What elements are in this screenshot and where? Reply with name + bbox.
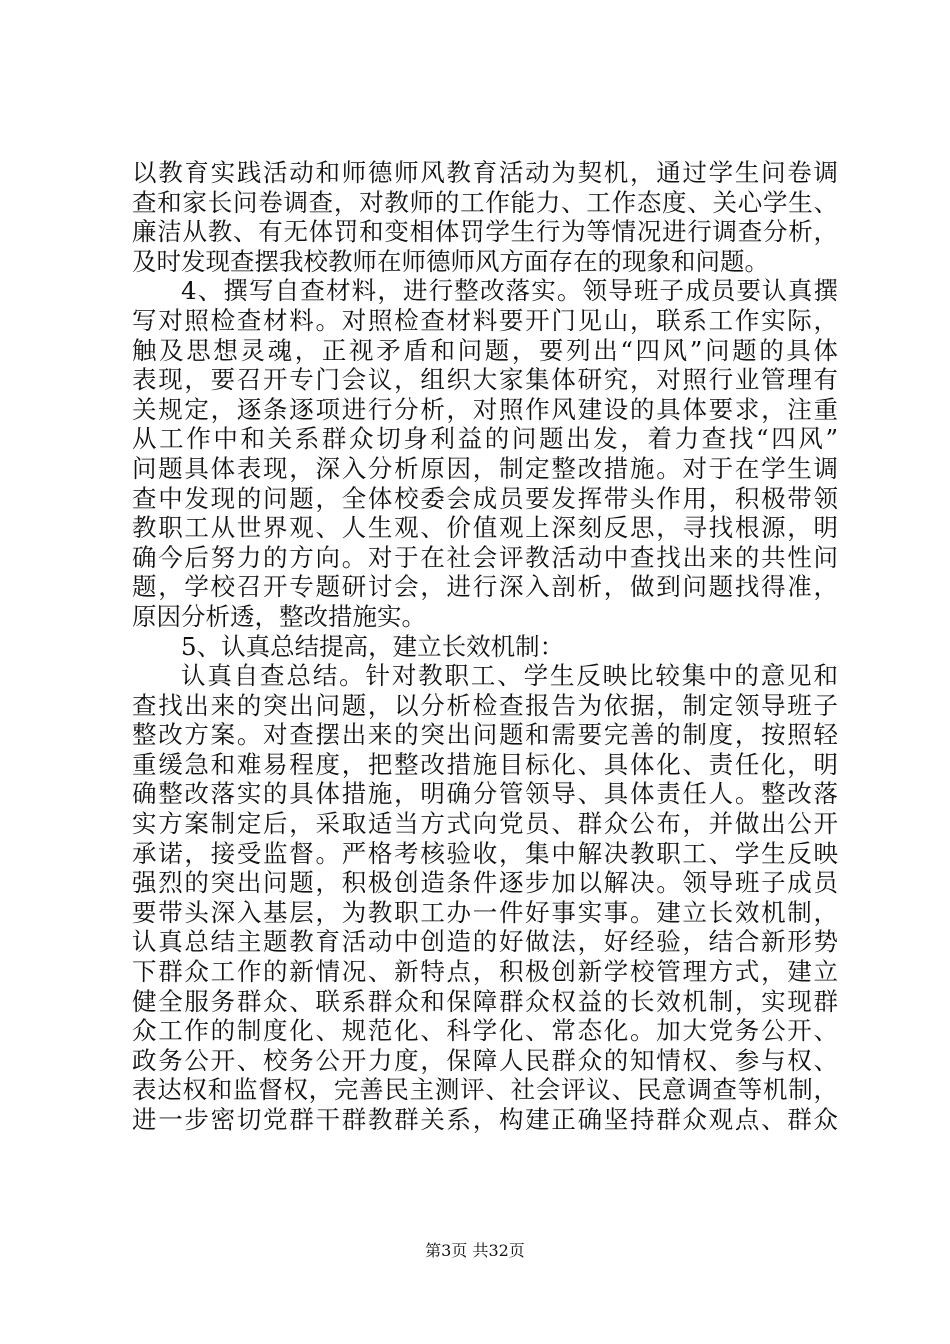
- text-line: 从工作中和关系群众切身利益的问题出发，着力查找“四风”: [132, 424, 838, 454]
- text-line: 下群众工作的新情况、新特点，积极创新学校管理方式，建立: [132, 957, 838, 987]
- text-line: 表达权和监督权，完善民主测评、社会评议、民意调查等机制，: [132, 1075, 838, 1105]
- text-line: 实方案制定后，采取适当方式向党员、群众公布，并做出公开: [132, 809, 838, 839]
- text-line: 5、认真总结提高，建立长效机制：: [181, 631, 565, 661]
- text-line: 认真自查总结。针对教职工、学生反映比较集中的意见和: [181, 661, 838, 691]
- text-line: 查中发现的问题，全体校委会成员要发挥带头作用，积极带领: [132, 483, 838, 513]
- text-line: 进一步密切党群干群教群关系，构建正确坚持群众观点、群众: [132, 1105, 838, 1134]
- text-line: 众工作的制度化、规范化、科学化、常态化。加大党务公开、: [132, 1016, 838, 1046]
- text-line: 政务公开、校务公开力度，保障人民群众的知情权、参与权、: [132, 1045, 838, 1075]
- text-line: 触及思想灵魂，正视矛盾和问题，要列出“四风”问题的具体: [132, 335, 838, 365]
- text-line: 认真总结主题教育活动中创造的好做法，好经验，结合新形势: [132, 927, 838, 957]
- text-line: 关规定，逐条逐项进行分析，对照作风建设的具体要求，注重: [132, 394, 838, 424]
- text-line: 4、撰写自查材料，进行整改落实。领导班子成员要认真撰: [181, 276, 838, 306]
- text-line: 写对照检查材料。对照检查材料要开门见山，联系工作实际，: [132, 305, 838, 335]
- text-line: 确今后努力的方向。对于在社会评教活动中查找出来的共性问: [132, 542, 838, 572]
- text-line: 题，学校召开专题研讨会，进行深入剖析，做到问题找得准，: [132, 572, 838, 602]
- page-number-label: 第3页 共32页: [425, 1241, 525, 1260]
- text-line: 承诺，接受监督。严格考核验收，集中解决教职工、学生反映: [132, 838, 838, 868]
- text-line: 问题具体表现，深入分析原因，制定整改措施。对于在学生调: [132, 453, 838, 483]
- text-line: 整改方案。对查摆出来的突出问题和需要完善的制度，按照轻: [132, 720, 838, 750]
- text-line: 表现，要召开专门会议，组织大家集体研究，对照行业管理有: [132, 365, 838, 395]
- text-line: 教职工从世界观、人生观、价值观上深刻反思，寻找根源，明: [132, 513, 838, 543]
- text-line: 原因分析透，整改措施实。: [132, 601, 426, 631]
- text-line: 确整改落实的具体措施，明确分管领导、具体责任人。整改落: [132, 779, 838, 809]
- text-line: 以教育实践活动和师德师风教育活动为契机，通过学生问卷调: [132, 158, 838, 187]
- text-line: 要带头深入基层，为教职工办一件好事实事。建立长效机制，: [132, 897, 838, 927]
- text-line: 查找出来的突出问题，以分析检查报告为依据，制定领导班子: [132, 690, 838, 720]
- text-line: 强烈的突出问题，积极创造条件逐步加以解决。领导班子成员: [132, 868, 838, 898]
- text-line: 重缓急和难易程度，把整改措施目标化、具体化、责任化，明: [132, 749, 838, 779]
- page-footer: [0, 1241, 950, 1261]
- text-line: 查和家长问卷调查，对教师的工作能力、工作态度、关心学生、: [132, 187, 838, 217]
- document-body: [132, 158, 838, 1135]
- text-line: 及时发现查摆我校教师在师德师风方面存在的现象和问题。: [132, 246, 769, 276]
- text-line: 廉洁从教、有无体罚和变相体罚学生行为等情况进行调查分析，: [132, 217, 838, 247]
- text-line: 健全服务群众、联系群众和保障群众权益的长效机制，实现群: [132, 986, 838, 1016]
